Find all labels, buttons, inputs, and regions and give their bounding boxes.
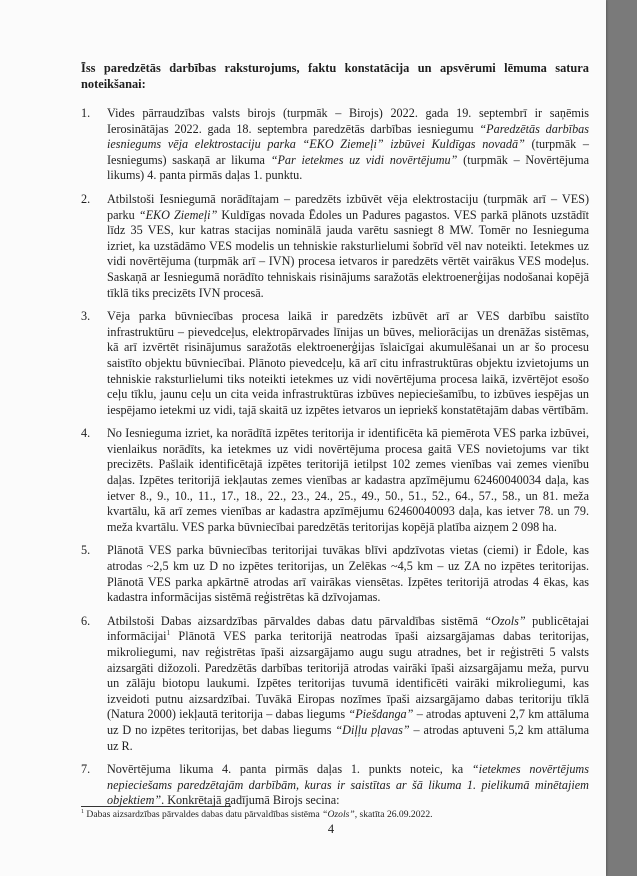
footnote-divider — [81, 806, 231, 807]
text-run: Plānotā VES parka teritorijā neatrodas īpaši aizsargājamas dabas teritorijas, mikroliegumi, nav reģistrētas īpaši aizsargājamo augu sugu atradnes, bet ir reģistrēti 5 valsts aizsargāti dižozoli. Paredzētās darbības teritorijā atrodas vairāki īpaši aizsargājamu meža, purvu un zālāju biotopu laukumi. Izpētes teritorijas tuvumā identificēti vairāki mikroliegumi, kas izveidoti putnu aizsardzībai. Tuvākā Eiropas nozīmes īpaši aizsargājamo dabas teritoriju tīklā (Natura 2000) iekļautā teritorija – dabas liegums — [107, 629, 589, 722]
page-number: 4 — [327, 822, 335, 836]
footnote-reference: 1 — [166, 629, 171, 638]
list-item-number: 1. — [81, 106, 91, 120]
list-item-number: 7. — [81, 762, 91, 777]
footnote-marker: 1 — [81, 808, 84, 815]
list-item — [81, 426, 589, 535]
italic-quote: “EKO Ziemeļi” — [138, 207, 218, 222]
footnote-text-italic: “Ozols” — [322, 809, 355, 820]
text-run: (turpmāk – Novērtējuma likums) 4. panta pirmās daļas 1. punktu. — [107, 152, 590, 183]
list-item-text — [107, 614, 589, 753]
list-item-number: 2. — [81, 191, 91, 206]
text-run: . Konkrētajā gadījumā Birojs secina: — [161, 793, 340, 808]
text-run: Plānotā VES parka būvniecības teritorijai tuvākas blīvi apdzīvotas vietas (ciemi) ir Ēdole, kas atrodas ~2,5 km uz D no izpētes teritorijas, un Zelēkas ~4,5 km – uz ZA no izpētes teritorijas. Plānotā VES parka apkārtnē atrodas arī vairākas viensētas. Izpētes teritorijā atrodas 4 ēkas, kas kadastra informācijas sistēmā reģistrētas kā dzīvojamas. — [107, 543, 589, 605]
text-run: No Iesnieguma izriet, ka norādītā izpētes teritorija ir identificēta kā piemērota VES parka izbūvei, vienlaikus norādīts, ka ietekmes uz vidi novērtējuma procesa gaitā VES novietojums var tikt precizēts. Pašlaik identificētajā izpētes teritorijā ietilpst 102 zemes vienības vai zemes vienību daļas. Izpētes teritorijā iekļautas zemes vienības ar kadastra apzīmējumu 62460040034 daļa, kas ietver 8., 9., 10., 11., 17., 18., 22., 23., 24., 25., 49., 50., 51., 52., 64., 57., 58., un 81. meža kvartālu, kā arī zemes vienības ar kadastra apzīmējumu 62460040093 daļa, kas ietver 78. un 79. meža kvartālu. VES parka būvniecībai paredzētās teritorijas kopējā platība aizņem 2 098 ha. — [107, 426, 589, 534]
section-heading: Īss paredzētās darbības raksturojums, faktu konstatācija un apsvērumi lēmuma satura noteikšanai: — [81, 61, 589, 91]
list-item — [81, 543, 589, 605]
italic-quote: “Par ietekmes uz vidi novērtējumu” — [270, 152, 458, 167]
text-run: Vēja parka būvniecības procesa laikā ir paredzēts izbūvēt arī ar VES darbību saistīto infrastruktūru – pievedceļus, elektropārvades līnijas un būves, meliorācijas un drenāžas sistēmas, kā arī izvērtēt risinājumus saražotās elektroenerģijas īslaicīgai akumulēšanai un ar šo procesu saistīto objektu būvniecībai. Plānoto pievedceļu, kā arī citu infrastruktūras objektu izvietojums un tehniskie raksturlielumi tiks noteikti ietekmes uz vidi novērtējuma procesa laikā, izvērtējot esošo ceļu tīklu, jaunu ceļu un cita veida infrastruktūras izbūves nepieciešamību, to izbūves iespējas un iespējamo ietekmi uz vidi, tajā skaitā uz izpētes ietvaros un iepriekš konstatētajām dabas vērtībām. — [107, 309, 589, 417]
text-run: (turpmāk – Iesniegums) saskaņā ar likuma — [107, 137, 589, 167]
text-run: – atrodas aptuveni 2,7 km attāluma uz D no izpētes teritorijas, bet dabas liegums — [107, 707, 589, 737]
footnote-text-before: Dabas aizsardzības pārvaldes dabas datu pārvaldības sistēma — [84, 809, 323, 820]
list-item — [81, 192, 589, 301]
list-item — [81, 106, 589, 184]
italic-quote: “Ozols” — [484, 613, 526, 628]
list-item — [81, 309, 589, 418]
list-item-text — [107, 426, 589, 534]
text-run: publicētajai informācijai — [107, 613, 589, 644]
text-run: Vides pārraudzības valsts birojs (turpmāk – Birojs) 2022. gada 19. septembrī ir saņēmis Ierosinātājas 2022. gada 18. septembra paredzētās darbības iesniegumu — [107, 106, 589, 136]
text-run: – atrodas aptuveni 5,2 km attāluma uz R. — [107, 722, 589, 753]
footnote-text-after: , skatīta 26.09.2022. — [354, 809, 433, 820]
list-item-number: 4. — [81, 426, 91, 441]
text-run: Kuldīgas novada Ēdoles un Padures pagastos. VES parkā plānots uzstādīt līdz 35 VES, kur katras stacijas nominālā jauda varētu sasniegt 8 MW. Tomēr no Iesnieguma izriet, ka uzstādāmo VES modelis un tehniskie raksturlielumi šobrīd vēl nav noteikti. Ietekmes uz vidi novērtējuma (turpmāk arī – IVN) procesa ietvaros ir paredzēts vērtēt vairākus VES modeļus. Saskaņā ar Iesniegumā norādīto tehniskais risinājums saražotās elektroenerģijas nodošanai kopējā tīklā tiks precizēts IVN procesā. — [107, 207, 589, 300]
list-item-number: 3. — [81, 309, 91, 324]
list-item-text — [107, 762, 589, 807]
list-item-text — [107, 106, 589, 182]
list-item — [81, 762, 589, 809]
italic-quote: “Piešdanga” — [348, 707, 414, 722]
page-content — [81, 60, 589, 817]
italic-quote: “ietekmes novērtējums nepieciešams paredzētajām darbībām, kuras ir saistītas ar šā likuma 1. pielikumā minētajiem objektiem” — [107, 762, 589, 808]
list-item-text — [107, 543, 589, 604]
text-run: Novērtējuma likuma 4. panta pirmās daļas 1. punkts noteic, ka — [107, 762, 472, 777]
footnote — [81, 809, 589, 821]
italic-quote: “Paredzētās darbības iesniegums vēja elektrostaciju parka “EKO Ziemeļi” izbūvei Kuldīgas novadā” — [107, 121, 590, 152]
numbered-list — [81, 106, 589, 809]
text-run: Atbilstoši Iesniegumā norādītajam – paredzēts izbūvēt vēja elektrostaciju (turpmāk arī – VES) parku — [107, 191, 589, 222]
list-item-number: 6. — [81, 613, 91, 628]
list-item-text — [107, 192, 589, 300]
list-item-text — [107, 309, 589, 417]
list-item — [81, 614, 589, 754]
italic-quote: “Diļļu pļavas” — [335, 722, 410, 737]
text-run: Atbilstoši Dabas aizsardzības pārvaldes dabas datu pārvaldības sistēmā — [107, 613, 485, 628]
list-item-number: 5. — [81, 543, 91, 558]
